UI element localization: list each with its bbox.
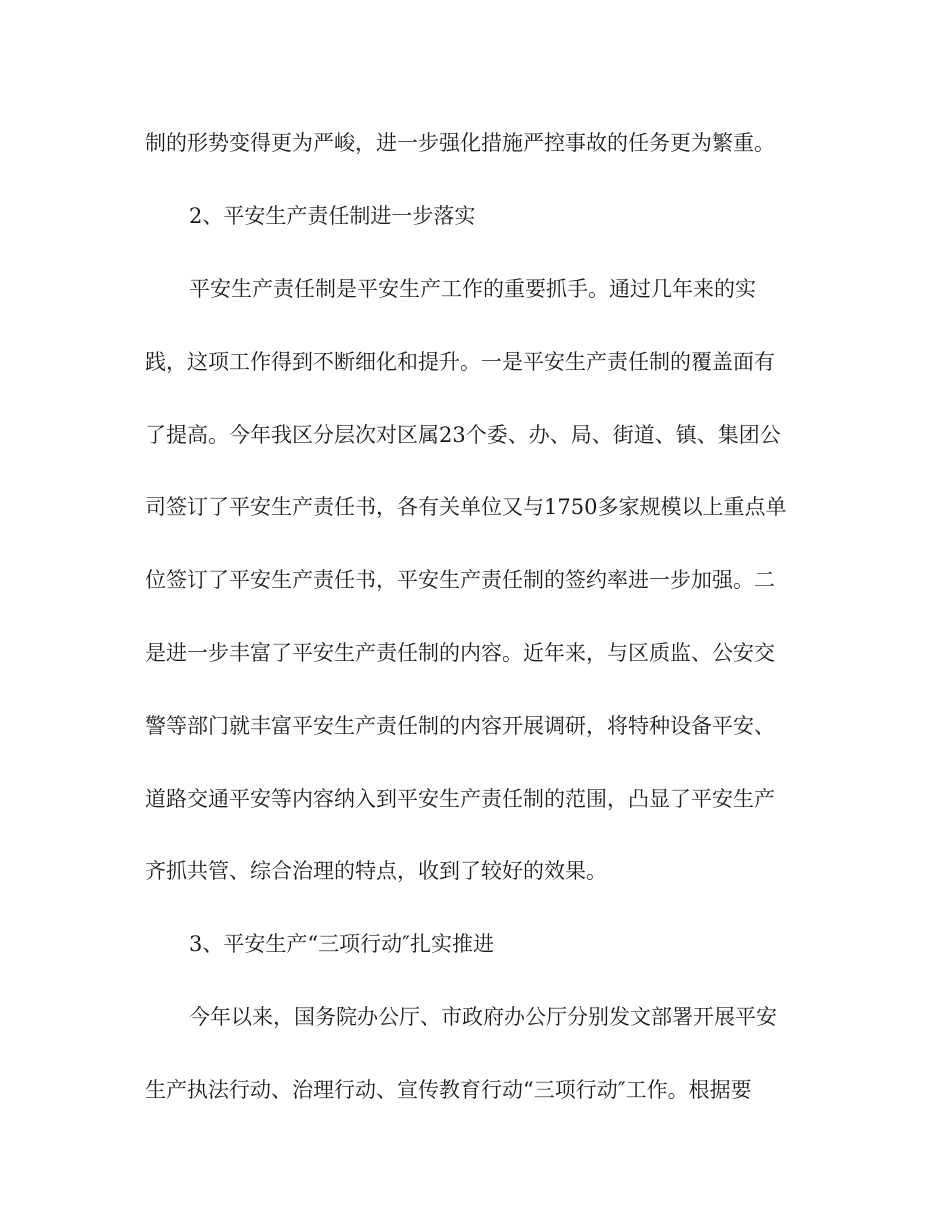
section-heading: 2、平安生产责任制进一步落实 bbox=[189, 204, 476, 228]
body-text-line: 是进一步丰富了平安生产责任制的内容。近年来，与区质监、公安交 bbox=[145, 641, 775, 665]
body-text-line: 平安生产责任制是平安生产工作的重要抓手。通过几年来的实 bbox=[189, 277, 756, 301]
body-text-line: 制的形势变得更为严峻，进一步强化措施严控事故的任务更为繁重。 bbox=[145, 131, 775, 155]
body-text-line: 齐抓共管、综合治理的特点，收到了较好的效果。 bbox=[145, 859, 607, 883]
body-text-line: 了提高。今年我区分层次对区属23个委、办、局、街道、镇、集团公 bbox=[145, 423, 781, 447]
body-text-line: 道路交通平安等内容纳入到平安生产责任制的范围，凸显了平安生产 bbox=[145, 787, 775, 811]
body-text-line: 今年以来，国务院办公厅、市政府办公厅分别发文部署开展平安 bbox=[189, 1005, 777, 1029]
body-text-line: 警等部门就丰富平安生产责任制的内容开展调研，将特种设备平安、 bbox=[145, 714, 775, 738]
section-heading: 3、平安生产“三项行动″扎实推进 bbox=[189, 932, 494, 956]
body-text-line: 位签订了平安生产责任书，平安生产责任制的签约率进一步加强。二 bbox=[145, 568, 775, 592]
body-text-line: 司签订了平安生产责任书，各有关单位又与1750多家规模以上重点单 bbox=[145, 495, 787, 519]
body-text-line: 生产执法行动、治理行动、宣传教育行动“三项行动″工作。根据要 bbox=[145, 1078, 752, 1102]
body-text-line: 践，这项工作得到不断细化和提升。一是平安生产责任制的覆盖面有 bbox=[145, 350, 775, 374]
